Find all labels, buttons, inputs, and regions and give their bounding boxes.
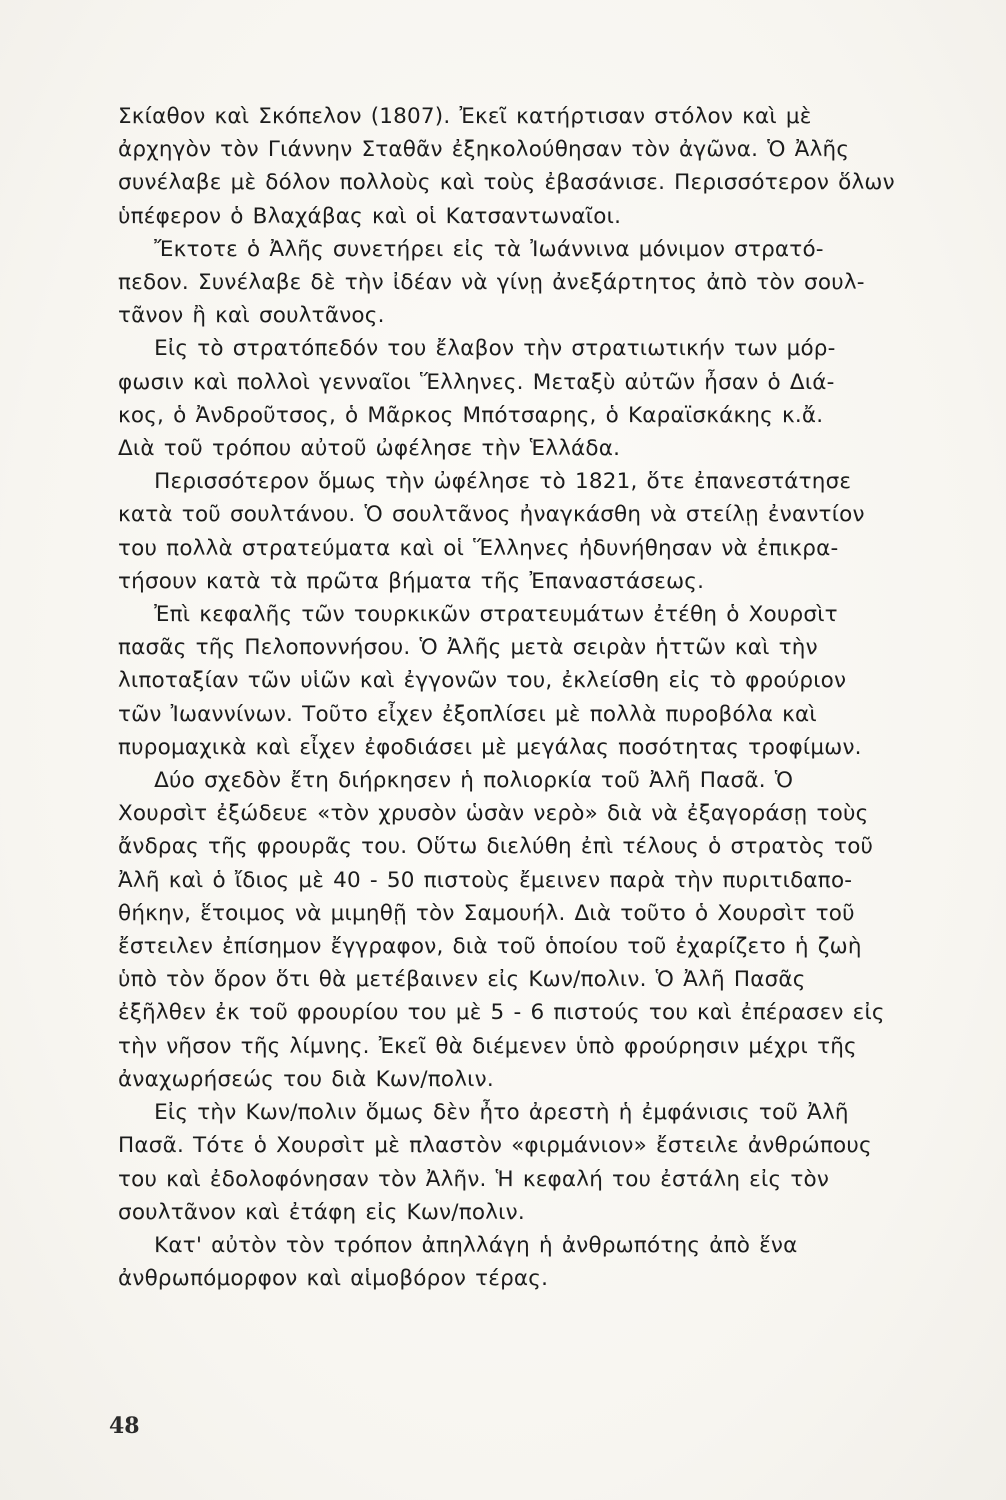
text-line: κατὰ τοῦ σουλτάνου. Ὁ σουλτᾶνος ἠναγκάσθη νὰ στείλῃ ἐναντίον — [118, 502, 865, 528]
text-line: Ἔκτοτε ὁ Ἀλῆς συνετήρει εἰς τὰ Ἰωάννινα μόνιμον στρατό- — [118, 236, 824, 262]
text-line: ἀρχηγὸν τὸν Γιάννην Σταθᾶν ἐξηκολούθησαν τὸν ἀγῶνα. Ὁ Ἀλῆς — [118, 137, 850, 163]
text-line: πασᾶς τῆς Πελοποννήσου. Ὁ Ἀλῆς μετὰ σειρὰν ἡττῶν καὶ τὴν — [118, 635, 818, 661]
text-line: λιποταξίαν τῶν υἱῶν καὶ ἐγγονῶν του, ἐκλείσθη εἰς τὸ φρούριον — [118, 668, 847, 694]
text-line: ἔστειλεν ἐπίσημον ἔγγραφον, διὰ τοῦ ὁποίου τοῦ ἐχαρίζετο ἡ ζωὴ — [118, 934, 862, 960]
text-line: σουλτᾶνον καὶ ἐτάφη εἰς Κων/πολιν. — [118, 1199, 525, 1225]
text-line: Ἀλῆ καὶ ὁ ἴδιος μὲ 40 - 50 πιστοὺς ἔμεινεν παρὰ τὴν πυριτιδαπο- — [118, 867, 853, 893]
text-line: Πασᾶ. Τότε ὁ Χουρσὶτ μὲ πλαστὸν «φιρμάνιον» ἔστειλε ἀνθρώπους — [118, 1133, 872, 1159]
text-line: Εἰς τὴν Κων/πολιν ὅμως δὲν ἦτο ἀρεστὴ ἡ ἐμφάνισις τοῦ Ἀλῆ — [118, 1100, 849, 1126]
body-text — [118, 100, 966, 1295]
text-line: ἄνδρας τῆς φρουρᾶς του. Οὕτω διελύθη ἐπὶ τέλους ὁ στρατὸς τοῦ — [118, 834, 874, 860]
text-line: τήσουν κατὰ τὰ πρῶτα βήματα τῆς Ἐπαναστάσεως. — [118, 568, 705, 594]
text-line: του καὶ ἐδολοφόνησαν τὸν Ἀλῆν. Ἡ κεφαλή του ἐστάλη εἰς τὸν — [118, 1166, 830, 1192]
text-line: Διὰ τοῦ τρόπου αὐτοῦ ὠφέλησε τὴν Ἑλλάδα. — [118, 436, 621, 462]
text-line: Δύο σχεδὸν ἔτη διήρκησεν ἡ πολιορκία τοῦ Ἀλῆ Πασᾶ. Ὁ — [118, 768, 794, 794]
text-line: φωσιν καὶ πολλοὶ γενναῖοι Ἕλληνες. Μεταξὺ αὐτῶν ἦσαν ὁ Διά- — [118, 369, 835, 395]
text-line: ἀναχωρήσεώς του διὰ Κων/πολιν. — [118, 1066, 494, 1092]
text-line: τᾶνον ἢ καὶ σουλτᾶνος. — [118, 303, 385, 329]
text-line: τὴν νῆσον τῆς λίμνης. Ἐκεῖ θὰ διέμενεν ὑπὸ φρούρησιν μέχρι τῆς — [118, 1033, 857, 1059]
text-line: συνέλαβε μὲ δόλον πολλοὺς καὶ τοὺς ἐβασάνισε. Περισσότερον ὅλων — [118, 170, 895, 196]
text-line: Σκίαθον καὶ Σκόπελον (1807). Ἐκεῖ κατήρτισαν στόλον καὶ μὲ — [118, 104, 812, 129]
text-line: κος, ὁ Ἀνδροῦτσος, ὁ Μᾶρκος Μπότσαρης, ὁ Καραϊσκάκης κ.ἄ. — [118, 402, 824, 428]
text-line: Ἐπὶ κεφαλῆς τῶν τουρκικῶν στρατευμάτων ἐτέθη ὁ Χουρσὶτ — [118, 602, 838, 628]
text-line: Κατ' αὐτὸν τὸν τρόπον ἀπηλλάγη ἡ ἀνθρωπότης ἀπὸ ἕνα — [118, 1232, 798, 1258]
text-line: ἐξῆλθεν ἐκ τοῦ φρουρίου του μὲ 5 - 6 πιστούς του καὶ ἐπέρασεν εἰς — [118, 1000, 885, 1026]
text-line: Εἰς τὸ στρατόπεδόν του ἔλαβον τὴν στρατιωτικήν των μόρ- — [118, 336, 836, 362]
text-line: πυρομαχικὰ καὶ εἶχεν ἐφοδιάσει μὲ μεγάλας ποσότητας τροφίμων. — [118, 734, 862, 760]
text-line: πεδον. Συνέλαβε δὲ τὴν ἰδέαν νὰ γίνῃ ἀνεξάρτητος ἀπὸ τὸν σουλ- — [118, 270, 865, 296]
text-line: Χουρσὶτ ἐξώδευε «τὸν χρυσὸν ὡσὰν νερὸ» διὰ νὰ ἐξαγοράσῃ τοὺς — [118, 801, 869, 827]
text-line: τῶν Ἰωαννίνων. Τοῦτο εἶχεν ἐξοπλίσει μὲ πολλὰ πυροβόλα καὶ — [118, 701, 817, 727]
text-line: ὑπὸ τὸν ὅρον ὅτι θὰ μετέβαινεν εἰς Κων/πολιν. Ὁ Ἀλῆ Πασᾶς — [118, 967, 806, 993]
text-line: ἀνθρωπόμορφον καὶ αἱμοβόρον τέρας. — [118, 1266, 549, 1292]
page-number: 48 — [109, 1413, 140, 1439]
text-line: ὑπέφερον ὁ Βλαχάβας καὶ οἱ Κατσαντωναῖοι. — [118, 203, 622, 229]
text-line: Περισσότερον ὅμως τὴν ὠφέλησε τὸ 1821, ὅτε ἐπανεστάτησε — [118, 469, 852, 495]
text-line: θήκην, ἕτοιμος νὰ μιμηθῇ τὸν Σαμουήλ. Διὰ τοῦτο ὁ Χουρσὶτ τοῦ — [118, 900, 855, 926]
text-line: του πολλὰ στρατεύματα καὶ οἱ Ἕλληνες ἠδυνήθησαν νὰ ἐπικρα- — [118, 535, 839, 561]
